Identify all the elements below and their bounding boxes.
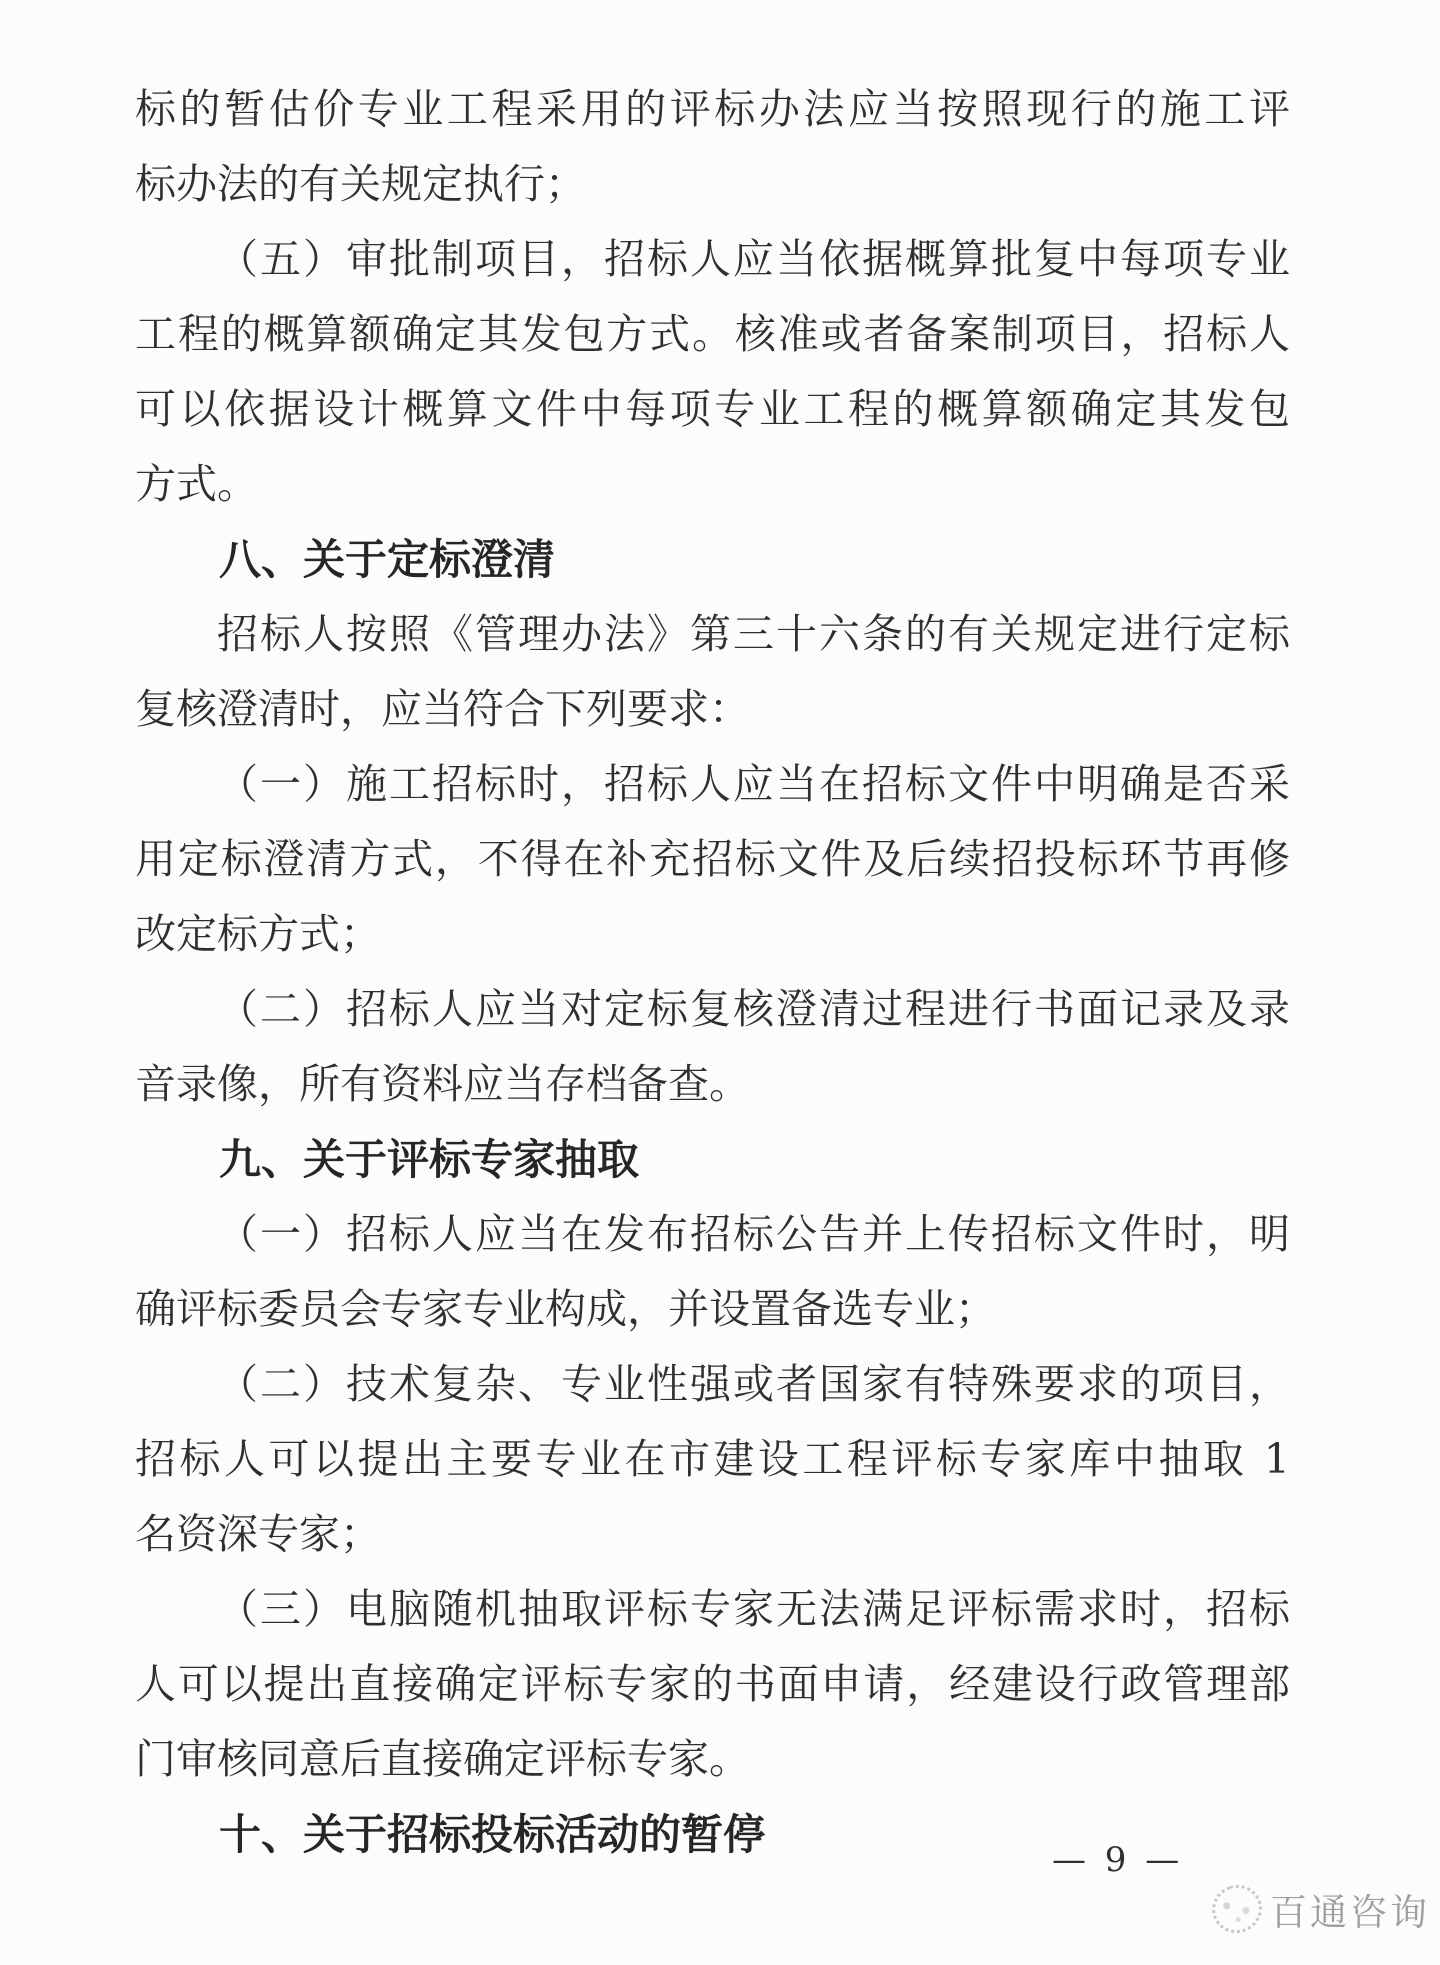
body-line: 招标人按照《管理办法》第三十六条的有关规定进行定标 bbox=[217, 610, 1290, 658]
body-line: 人可以提出直接确定评标专家的书面申请，经建设行政管理部 bbox=[135, 1660, 1290, 1708]
body-line: 标的暂估价专业工程采用的评标办法应当按照现行的施工评 bbox=[135, 85, 1290, 133]
body-line: 工程的概算额确定其发包方式。核准或者备案制项目，招标人 bbox=[135, 310, 1290, 358]
body-line: 招标人可以提出主要专业在市建设工程评标专家库中抽取 1 bbox=[135, 1435, 1290, 1483]
body-line: 音录像，所有资料应当存档备查。 bbox=[135, 1060, 750, 1108]
section-heading: 九、关于评标专家抽取 bbox=[219, 1135, 640, 1184]
watermark-logo-icon bbox=[1206, 1878, 1268, 1939]
body-line: （一）施工招标时，招标人应当在招标文件中明确是否采 bbox=[217, 760, 1290, 808]
section-heading: 十、关于招标投标活动的暂停 bbox=[219, 1810, 766, 1859]
section-heading: 八、关于定标澄清 bbox=[219, 535, 556, 584]
body-line: （二）技术复杂、专业性强或者国家有特殊要求的项目， bbox=[217, 1360, 1290, 1408]
watermark-text: 百通咨询 bbox=[1270, 1891, 1430, 1934]
watermark bbox=[1212, 1882, 1430, 1936]
body-line: 确评标委员会专家专业构成，并设置备选专业； bbox=[135, 1285, 996, 1333]
body-line: 可以依据设计概算文件中每项专业工程的概算额确定其发包 bbox=[135, 385, 1290, 433]
body-line: 用定标澄清方式，不得在补充招标文件及后续招投标环节再修 bbox=[135, 835, 1290, 883]
body-line: （二）招标人应当对定标复核澄清过程进行书面记录及录 bbox=[217, 985, 1290, 1033]
body-line: （五）审批制项目，招标人应当依据概算批复中每项专业 bbox=[217, 235, 1290, 283]
body-line: 改定标方式； bbox=[135, 910, 381, 958]
body-line: 名资深专家； bbox=[135, 1510, 381, 1558]
document-body bbox=[135, 72, 1290, 1872]
page-number: — 9 — bbox=[1052, 1840, 1184, 1880]
body-line: 方式。 bbox=[135, 460, 258, 508]
body-line: 标办法的有关规定执行； bbox=[135, 160, 586, 208]
body-line: （一）招标人应当在发布招标公告并上传招标文件时，明 bbox=[217, 1210, 1290, 1258]
body-line: （三）电脑随机抽取评标专家无法满足评标需求时，招标 bbox=[217, 1585, 1290, 1633]
body-line: 门审核同意后直接确定评标专家。 bbox=[135, 1735, 750, 1783]
body-line: 复核澄清时，应当符合下列要求： bbox=[135, 685, 750, 733]
